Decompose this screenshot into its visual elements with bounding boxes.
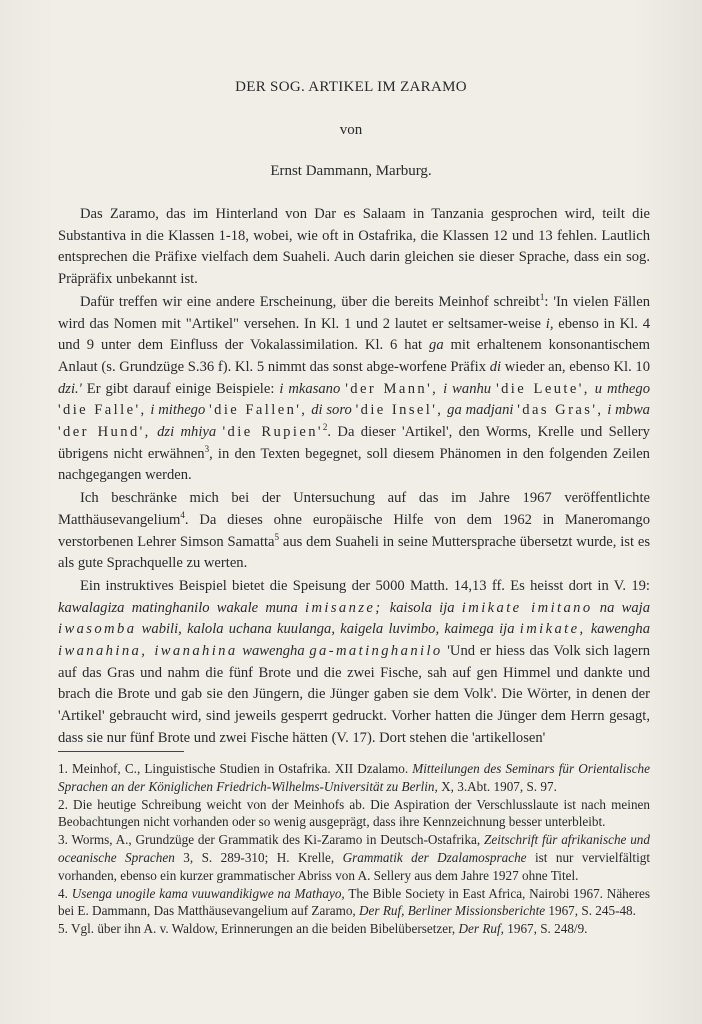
byline-von: von [339, 122, 363, 138]
footnote-ref-2[interactable]: 2 [322, 422, 328, 433]
footnote-divider [58, 751, 184, 752]
article-body [58, 204, 650, 751]
article-title: DER SOG. ARTIKEL IM ZARAMO [235, 79, 467, 95]
footnote-ref-1[interactable]: 1 [539, 291, 545, 302]
footnote-ref-4[interactable]: 4 [180, 509, 185, 520]
author-line: Ernst Dammann, Marburg. [270, 163, 432, 179]
footnote-3: 3. Worms, A., Grundzüge der Grammatik des Ki-Zaramo in Deutsch-Ostafrika, Zeitschrift für afrikanische und oceanische Sprachen 3, S. 289-310; H. Krelle, Grammatik der Dzalamosprache ist nur vervielfältigt vorhanden, ebenso ein kurzer grammatischer Abriss von A. Sellery aus dem Jahre 1927 ohne Titel. [58, 832, 650, 883]
footnote-2: 2. Die heutige Schreibung weicht von der Meinhofs ab. Die Aspiration der Verschlusslaute ist nach meinen Beobachtungen nicht vorhanden oder so wenig ausgeprägt, dass ihre Kennzeichnung besser unterbleibt. [58, 796, 650, 830]
paragraph-2: Dafür treffen wir eine andere Erscheinung, über die bereits Meinhof schreibt$^1$: 'In vielen Fällen wird das Nomen mit "Artikel" versehen. In Kl. 1 und 2 lautet er seltsamer-weise i, ebenso in Kl. 4 und 9 unter dem Einfluss der Vokalassimilation. Kl. 6 hat ga mit erhaltenem konsonantischem Anlaut (s. Grundzüge S.36 f). Kl. 5 nimmt das sonst abge-worfene Präfix di wieder an, ebenso Kl. 10 dzi.' Er gibt darauf einige Beispiele: i mkasano 'der Mann', i wanhu 'die Leute', u mthego 'die Falle', i mithego 'die Fallen', di soro 'die Insel', ga madjani 'das Gras', i mbwa 'der Hund', dzi mhiya 'die $Rupien'^2$. Da dieser 'Artikel', den Worms, Krelle und Sellery übrigens nicht erwähnen$^3$, in den Texten begegnet, soll diesem Phänomen in den folgenden Zeilen nachgegangen werden. [58, 291, 651, 484]
paragraph-1: Das Zaramo, das im Hinterland von Dar es Salaam in Tanzania gesprochen wird, teilt die Substantiva in die Klassen 1-18, wobei, wie oft in Ostafrika, die Klassen 12 und 13 fehlen. Lautlich entsprechen die Präfixe vielfach dem Suaheli. Auch darin gleichen sie dieser Sprache, dass ein sog. Präpräfix unbekannt ist. [58, 206, 650, 288]
footnote-1: 1. Meinhof, C., Linguistische Studien in Ostafrika. XII Dzalamo. Mitteilungen des Seminars für Orientalische Sprachen an der Königlichen Friedrich-Wilhelms-Universität zu Berlin, X, 3.Abt. 1907, S. 97. [58, 761, 650, 794]
footnote-5: 5. Vgl. über ihn A. v. Waldow, Erinnerungen an die beiden Bibelübersetzer, Der Ruf, 1967, S. 248/9. [58, 921, 588, 937]
paragraph-3: Ich beschränke mich bei der Untersuchung auf das im Jahre 1967 veröffentlichte Matthäusevangelium$^4$. Da dieses ohne europäische Hilfe von dem 1962 in Maneromango verstorbenen Lehrer Simson Samatta$^5$ aus dem Suaheli in seine Muttersprache übersetzt wurde, ist es als gute Sprachquelle zu werten. [58, 490, 650, 572]
footnote-4: 4. Usenga unogile kama vuuwandikigwe na Mathayo, The Bible Society in East Africa, Nairobi 1967. Näheres bei E. Dammann, Das Matthäusevangelium auf Zaramo, Der Ruf, Berliner Missionsberichte 1967, S. 245-48. [58, 885, 650, 919]
footnote-ref-3[interactable]: 3 [204, 443, 210, 454]
footnote-ref-5[interactable]: 5 [274, 531, 280, 542]
footnotes [58, 760, 650, 938]
paragraph-4: Ein instruktives Beispiel bietet die Speisung der 5000 Matth. 14,13 ff. Es heisst dort in V. 19: kawalagiza matinghanilo wakale muna imisanze; kaisola ija imikate imitano na waja iwasomba wabili, kalola uchana kuulanga, kaigela luvimbo, kaimega ija imikate, kawengha iwanahina, iwanahina wawengha ga-matinghanilo 'Und er hiess das Volk sich lagern auf das Gras und nahm die fünf Brote und die zwei Fische, sah auf gen Himmel und dankte und brach die Brote und gab sie den Jüngern, die Jünger gaben sie dem Volk'. Die Wörter, in denen der 'Artikel' gebraucht wird, sind jeweils gesperrt gedruckt. Vorher hatten die Jünger dem Herrn gesagt, dass sie nur fünf Brote und zwei Fische hätten (V. 17). Dort stehen die 'artikellosen' [58, 577, 651, 746]
